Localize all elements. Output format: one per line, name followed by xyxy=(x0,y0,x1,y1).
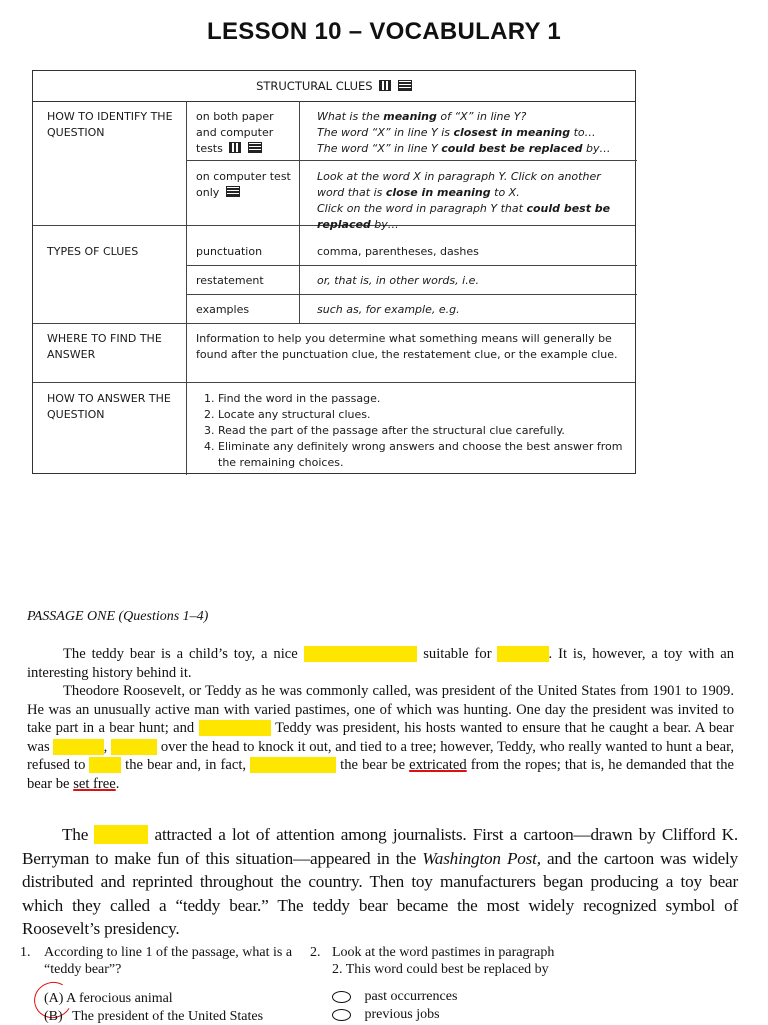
q1-option-a[interactable]: (A) A ferocious animal xyxy=(44,991,173,1006)
passage-heading: PASSAGE ONE (Questions 1–4) xyxy=(27,609,209,624)
step-item: 3. Read the part of the passage after the structural clue carefully. xyxy=(218,423,626,439)
clue-type: restatement xyxy=(196,274,264,287)
row-label-how: HOW TO ANSWER THE QUESTION xyxy=(47,392,171,421)
row-divider xyxy=(186,294,637,295)
underlined-word: set free xyxy=(73,775,116,792)
q2-option-2[interactable]: previous jobs xyxy=(332,1006,440,1023)
question-2-line-1: Look at the word pastimes in paragraph xyxy=(332,945,555,960)
column-divider xyxy=(299,101,300,323)
q2-option-1[interactable]: past occurrences xyxy=(332,988,457,1005)
paragraph-3: The incident attracted a lot of attention among journalists. First a cartoon—drawn by Clifford K. Berryman to make fun of this situation—appeared in the Washington Post, and the cartoon was widely distributed and reprinted throughout the country. Then toy manufacturers began producing a toy bear which they called a “teddy bear.” The teddy bear became the most widely recognized symbol of Roosevelt’s presidency. xyxy=(22,825,738,939)
paragraph-1: The teddy bear is a child’s toy, a nice soft stuffed animal suitable for cuddling. It is, however, a toy with an interesting history behind it. xyxy=(27,646,734,681)
page-title: LESSON 10 – VOCABULARY 1 xyxy=(207,18,561,45)
step-item: 4. Eliminate any definitely wrong answers and choose the best answer from the remaining choices. xyxy=(218,439,626,471)
question-form: The word “X” in line Y is closest in meaning to… xyxy=(317,126,596,139)
computer-icon xyxy=(226,186,240,197)
row-divider xyxy=(33,323,635,324)
row-divider xyxy=(186,265,637,266)
question-form: word that is close in meaning to X. xyxy=(317,186,520,199)
question-form: What is the meaning of “X” in line Y? xyxy=(317,110,527,123)
highlight: shoot xyxy=(89,757,122,773)
highlight: demanded that xyxy=(250,757,337,773)
table-header-label: STRUCTURAL CLUES xyxy=(256,79,373,93)
passage-body xyxy=(27,645,734,793)
column-divider xyxy=(186,101,187,475)
q1-option-b[interactable]: (B) The president of the United States xyxy=(44,1009,264,1024)
radio-circle-icon[interactable] xyxy=(332,991,351,1003)
table-header xyxy=(33,71,635,102)
computer-question-forms xyxy=(317,169,632,233)
radio-circle-icon[interactable] xyxy=(332,1009,351,1021)
answer-steps xyxy=(196,391,626,471)
highlight: cuddling xyxy=(497,646,549,662)
clue-examples: such as, for example, e.g. xyxy=(317,303,460,316)
step-item: 2. Locate any structural clues. xyxy=(218,407,626,423)
underlined-word: extricated xyxy=(409,757,467,773)
highlight: incident xyxy=(94,825,149,844)
paragraph-2: Theodore Roosevelt, or Teddy as he was commonly called, was president of the United States from 1901 to 1909. He was an unusually active man with varied pastimes, one of which was hunting. One day the president was invited to take part in a bear hunt; and inasmuch as Teddy was president, his hosts wanted to ensure that he caught a bear. A bear was captured, clubbed over the head to knock it out, and tied to a tree; however, Teddy, who really wanted to hunt a bear, refused to shoot the bear and, in fact, demanded that the bear be extricated from the ropes; that is, he demanded that the bear be set free. xyxy=(27,683,735,792)
question-1: 1. According to line 1 of the passage, what is a “teddy bear”? xyxy=(20,944,310,961)
row-label-types: TYPES OF CLUES xyxy=(47,245,139,258)
where-text: Information to help you determine what something means will generally be found after the punctuation clue, the restatement clue, or the example clue. xyxy=(196,332,618,361)
cd-icon xyxy=(379,80,391,91)
question-2-line-2: 2. This word could best be replaced by xyxy=(332,962,549,977)
row-divider xyxy=(186,160,637,161)
clue-examples: or, that is, in other words, i.e. xyxy=(317,274,479,287)
structural-clues-table xyxy=(32,70,636,474)
question-2: 2. Look at the word pastimes in paragraph 2. This word could best be replaced by xyxy=(310,944,610,961)
highlight: inasmuch as xyxy=(198,720,272,736)
computer-test-label: on computer test only xyxy=(196,170,291,199)
cd-icon xyxy=(229,142,241,153)
highlight: clubbed xyxy=(110,738,158,755)
clue-examples: comma, parentheses, dashes xyxy=(317,245,479,258)
question-1-text: According to line 1 of the passage, what is a “teddy bear”? xyxy=(44,945,293,977)
passage-body-2 xyxy=(22,823,738,941)
computer-icon xyxy=(398,80,412,91)
highlight: soft stuffed animal xyxy=(303,646,418,662)
computer-icon xyxy=(248,142,262,153)
question-form: Look at the word X in paragraph Y. Click on another xyxy=(317,170,601,183)
question-form: The word “X” in line Y could best be replaced by… xyxy=(317,142,611,155)
row-label-where: WHERE TO FIND THE ANSWER xyxy=(47,332,162,361)
row-divider xyxy=(33,382,635,383)
clue-type: punctuation xyxy=(196,245,263,258)
paper-question-forms xyxy=(317,109,632,157)
row-label-identify: HOW TO IDENTIFY THE QUESTION xyxy=(47,110,173,139)
question-form: Click on the word in paragraph Y that could best be replaced by… xyxy=(317,202,611,231)
step-item: 1. Find the word in the passage. xyxy=(218,391,626,407)
highlight: captured xyxy=(53,738,104,755)
paper-tests-label: on both paper and computer tests xyxy=(196,110,274,155)
clue-type: examples xyxy=(196,303,250,316)
